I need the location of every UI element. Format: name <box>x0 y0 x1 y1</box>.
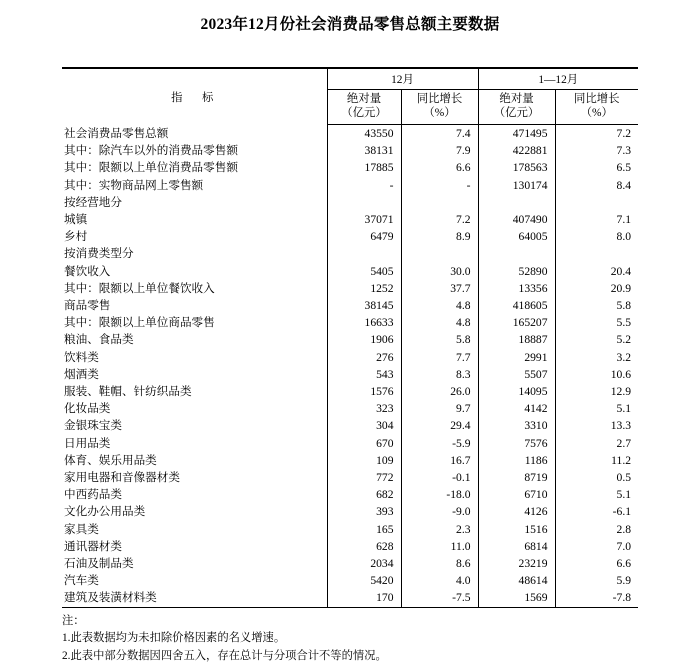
notes-heading: 注： <box>62 614 85 627</box>
cell-month-absolute: 109 <box>327 452 401 469</box>
header-month-yoy-line2: （%） <box>423 107 456 119</box>
table-row <box>62 417 638 434</box>
cell-cumulative-absolute: 165207 <box>478 314 555 331</box>
cell-cumulative-yoy: 5.1 <box>555 486 638 503</box>
cell-cumulative-yoy: 7.1 <box>555 211 638 228</box>
row-label: 服装、鞋帽、针纺织品类 <box>64 385 192 399</box>
cell-month-yoy: -7.5 <box>401 589 478 607</box>
header-month-yoy <box>401 90 478 125</box>
cell-month-absolute: 165 <box>327 521 401 538</box>
cell-cumulative-yoy: 5.9 <box>555 572 638 589</box>
cell-month-yoy: 26.0 <box>401 383 478 400</box>
header-cumulative-yoy <box>555 90 638 125</box>
cell-cumulative-absolute: 4126 <box>478 503 555 520</box>
row-label: 商品零售 <box>64 299 111 313</box>
row-label: 其中：限额以上单位商品零售 <box>64 316 215 330</box>
header-cumulative-yoy-line2: （%） <box>580 107 613 119</box>
row-label: 粮油、食品类 <box>64 333 134 347</box>
cell-month-absolute <box>327 245 401 262</box>
cell-cumulative-absolute: 48614 <box>478 572 555 589</box>
cell-month-yoy: 29.4 <box>401 417 478 434</box>
row-label: 社会消费品零售总额 <box>64 126 169 140</box>
cell-month-yoy: 7.4 <box>401 125 478 143</box>
table-row <box>62 366 638 383</box>
table-row <box>62 280 638 297</box>
cell-month-absolute: 393 <box>327 503 401 520</box>
header-group-month: 12月 <box>327 68 478 90</box>
cell-month-yoy: 4.8 <box>401 297 478 314</box>
cell-month-yoy: -9.0 <box>401 503 478 520</box>
cell-month-absolute: 16633 <box>327 314 401 331</box>
page-title: 2023年12月份社会消费品零售总额主要数据 <box>200 16 500 33</box>
row-label: 按消费类型分 <box>64 247 134 261</box>
header-cumulative-absolute <box>478 90 555 125</box>
cell-cumulative-absolute: 4142 <box>478 400 555 417</box>
row-label: 城镇 <box>64 213 88 227</box>
table-row <box>62 589 638 607</box>
cell-cumulative-yoy: 20.9 <box>555 280 638 297</box>
cell-month-yoy: 7.7 <box>401 349 478 366</box>
row-label: 中西药品类 <box>64 488 122 502</box>
table-row <box>62 383 638 400</box>
cell-cumulative-absolute: 1569 <box>478 589 555 607</box>
cell-month-absolute: 1252 <box>327 280 401 297</box>
cell-month-absolute: 670 <box>327 435 401 452</box>
cell-month-yoy: 2.3 <box>401 521 478 538</box>
cell-month-yoy: 4.8 <box>401 314 478 331</box>
cell-month-absolute: 543 <box>327 366 401 383</box>
cell-month-absolute: 1906 <box>327 331 401 348</box>
row-label: 其中：除汽车以外的消费品零售额 <box>64 144 238 158</box>
cell-cumulative-yoy: 5.5 <box>555 314 638 331</box>
header-month-absolute <box>327 90 401 125</box>
cell-month-absolute: 2034 <box>327 555 401 572</box>
cell-month-yoy: 8.3 <box>401 366 478 383</box>
cell-cumulative-absolute: 1516 <box>478 521 555 538</box>
cell-cumulative-yoy: 10.6 <box>555 366 638 383</box>
cell-month-absolute: 38145 <box>327 297 401 314</box>
table-row <box>62 503 638 520</box>
cell-month-yoy <box>401 194 478 211</box>
cell-cumulative-yoy: 12.9 <box>555 383 638 400</box>
table-row <box>62 538 638 555</box>
cell-month-yoy: - <box>401 177 478 194</box>
cell-cumulative-yoy: 5.8 <box>555 297 638 314</box>
cell-cumulative-absolute <box>478 245 555 262</box>
table-row <box>62 159 638 176</box>
cell-cumulative-absolute: 178563 <box>478 159 555 176</box>
header-indicator-label: 指 标 <box>62 68 327 125</box>
row-label: 体育、娱乐用品类 <box>64 453 157 467</box>
cell-month-yoy: 30.0 <box>401 263 478 280</box>
cell-cumulative-yoy: 11.2 <box>555 452 638 469</box>
cell-cumulative-absolute: 64005 <box>478 228 555 245</box>
row-label: 家用电器和音像器材类 <box>64 471 180 485</box>
row-label: 其中：限额以上单位餐饮收入 <box>64 281 215 295</box>
cell-month-yoy: 37.7 <box>401 280 478 297</box>
main-data-table-container <box>62 67 638 608</box>
cell-cumulative-absolute: 7576 <box>478 435 555 452</box>
cell-cumulative-yoy: 3.2 <box>555 349 638 366</box>
cell-month-absolute: 5420 <box>327 572 401 589</box>
table-row <box>62 572 638 589</box>
cell-cumulative-yoy: 20.4 <box>555 263 638 280</box>
row-label: 其中：限额以上单位消费品零售额 <box>64 161 238 175</box>
cell-cumulative-yoy: 8.0 <box>555 228 638 245</box>
cell-cumulative-absolute: 471495 <box>478 125 555 143</box>
header-cumulative-yoy-line1: 同比增长 <box>573 93 620 106</box>
cell-month-absolute: 1576 <box>327 383 401 400</box>
table-row <box>62 297 638 314</box>
cell-cumulative-yoy: -6.1 <box>555 503 638 520</box>
row-label: 化妆品类 <box>64 402 111 416</box>
header-month-absolute-line1: 绝对量 <box>346 93 382 106</box>
cell-month-yoy <box>401 245 478 262</box>
table-header <box>62 68 638 125</box>
header-cumulative-absolute-line1: 绝对量 <box>499 93 534 106</box>
cell-month-yoy: 8.6 <box>401 555 478 572</box>
table-notes <box>62 613 638 665</box>
header-group-cumulative: 1—12月 <box>478 68 638 90</box>
cell-month-yoy: 9.7 <box>401 400 478 417</box>
cell-cumulative-absolute: 1186 <box>478 452 555 469</box>
cell-cumulative-yoy: 13.3 <box>555 417 638 434</box>
cell-cumulative-yoy <box>555 245 638 262</box>
cell-month-yoy: 6.6 <box>401 159 478 176</box>
table-row <box>62 400 638 417</box>
cell-month-yoy: 11.0 <box>401 538 478 555</box>
cell-cumulative-yoy: 8.4 <box>555 177 638 194</box>
table-row <box>62 349 638 366</box>
cell-cumulative-yoy: 5.2 <box>555 331 638 348</box>
cell-cumulative-absolute: 2991 <box>478 349 555 366</box>
row-label: 汽车类 <box>64 574 99 588</box>
cell-month-absolute: - <box>327 177 401 194</box>
cell-month-absolute: 5405 <box>327 263 401 280</box>
cell-cumulative-yoy: -7.8 <box>555 589 638 607</box>
cell-month-yoy: 4.0 <box>401 572 478 589</box>
row-label: 金银珠宝类 <box>64 419 122 433</box>
cell-cumulative-absolute: 23219 <box>478 555 555 572</box>
cell-cumulative-absolute: 18887 <box>478 331 555 348</box>
table-row <box>62 177 638 194</box>
cell-cumulative-yoy: 7.3 <box>555 142 638 159</box>
row-label: 乡村 <box>64 230 88 244</box>
cell-cumulative-absolute: 13356 <box>478 280 555 297</box>
cell-month-absolute: 628 <box>327 538 401 555</box>
cell-month-yoy: -0.1 <box>401 469 478 486</box>
cell-month-absolute: 17885 <box>327 159 401 176</box>
table-row <box>62 331 638 348</box>
table-row <box>62 194 638 211</box>
cell-cumulative-absolute: 418605 <box>478 297 555 314</box>
row-label: 建筑及装潢材料类 <box>62 589 327 607</box>
cell-cumulative-yoy: 2.8 <box>555 521 638 538</box>
cell-cumulative-absolute: 130174 <box>478 177 555 194</box>
cell-month-yoy: -18.0 <box>401 486 478 503</box>
cell-month-yoy: 8.9 <box>401 228 478 245</box>
cell-cumulative-yoy: 5.1 <box>555 400 638 417</box>
row-label: 通讯器材类 <box>64 539 122 553</box>
cell-cumulative-absolute: 407490 <box>478 211 555 228</box>
cell-cumulative-absolute: 8719 <box>478 469 555 486</box>
note-item: 1.此表数据均为未扣除价格因素的名义增速。 <box>62 632 286 645</box>
note-item: 2.此表中部分数据因四舍五入，存在总计与分项合计不等的情况。 <box>62 649 387 662</box>
row-label: 其中：实物商品网上零售额 <box>64 178 204 192</box>
header-month-absolute-line2: （亿元） <box>341 107 387 119</box>
row-label: 按经营地分 <box>64 195 122 209</box>
cell-month-yoy: 7.9 <box>401 142 478 159</box>
cell-cumulative-yoy: 0.5 <box>555 469 638 486</box>
cell-month-yoy: 16.7 <box>401 452 478 469</box>
cell-cumulative-yoy: 7.2 <box>555 125 638 143</box>
table-row <box>62 263 638 280</box>
cell-cumulative-yoy: 6.6 <box>555 555 638 572</box>
header-row-groups <box>62 68 638 90</box>
cell-month-absolute: 37071 <box>327 211 401 228</box>
row-label: 烟酒类 <box>64 367 99 381</box>
table-row <box>62 314 638 331</box>
table-row <box>62 555 638 572</box>
table-row <box>62 245 638 262</box>
cell-month-absolute: 43550 <box>327 125 401 143</box>
table-row <box>62 125 638 143</box>
table-row <box>62 435 638 452</box>
cell-cumulative-absolute: 14095 <box>478 383 555 400</box>
header-cumulative-absolute-line2: （亿元） <box>493 107 540 119</box>
cell-cumulative-absolute: 3310 <box>478 417 555 434</box>
cell-month-absolute: 6479 <box>327 228 401 245</box>
cell-cumulative-yoy <box>555 194 638 211</box>
cell-month-absolute: 772 <box>327 469 401 486</box>
cell-month-absolute: 304 <box>327 417 401 434</box>
table-body <box>62 125 638 608</box>
cell-month-absolute <box>327 194 401 211</box>
cell-month-yoy: -5.9 <box>401 435 478 452</box>
table-row <box>62 486 638 503</box>
cell-month-absolute: 170 <box>327 589 401 607</box>
row-label: 餐饮收入 <box>64 264 111 278</box>
header-month-yoy-line1: 同比增长 <box>416 93 463 106</box>
retail-sales-data-table <box>62 67 638 608</box>
cell-month-absolute: 682 <box>327 486 401 503</box>
row-label: 家具类 <box>64 522 99 536</box>
table-row <box>62 469 638 486</box>
table-row <box>62 211 638 228</box>
cell-month-absolute: 323 <box>327 400 401 417</box>
cell-cumulative-absolute: 6814 <box>478 538 555 555</box>
cell-cumulative-yoy: 6.5 <box>555 159 638 176</box>
cell-month-absolute: 38131 <box>327 142 401 159</box>
cell-cumulative-absolute: 5507 <box>478 366 555 383</box>
row-label: 饮料类 <box>64 350 99 364</box>
cell-month-yoy: 5.8 <box>401 331 478 348</box>
cell-cumulative-absolute: 6710 <box>478 486 555 503</box>
table-row <box>62 452 638 469</box>
row-label: 文化办公用品类 <box>64 505 146 519</box>
cell-month-absolute: 276 <box>327 349 401 366</box>
cell-cumulative-absolute: 422881 <box>478 142 555 159</box>
cell-cumulative-absolute: 52890 <box>478 263 555 280</box>
cell-cumulative-yoy: 2.7 <box>555 435 638 452</box>
table-row <box>62 521 638 538</box>
cell-cumulative-absolute <box>478 194 555 211</box>
cell-month-yoy: 7.2 <box>401 211 478 228</box>
table-row <box>62 228 638 245</box>
row-label: 石油及制品类 <box>64 557 134 571</box>
table-row <box>62 142 638 159</box>
row-label: 日用品类 <box>64 436 111 450</box>
cell-cumulative-yoy: 7.0 <box>555 538 638 555</box>
